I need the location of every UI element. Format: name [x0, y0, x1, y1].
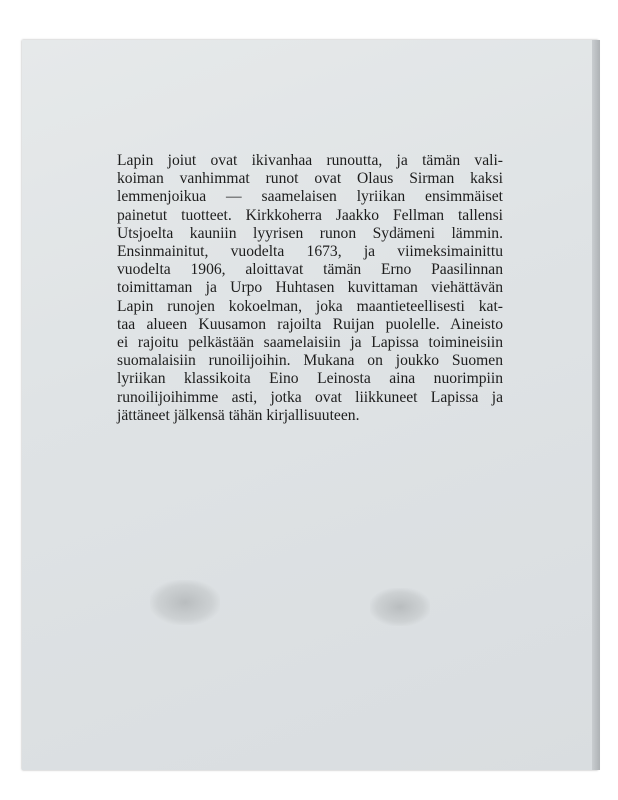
blurb-line: suomalaisiin runoilijoihin. Mukana on joukko Suomen — [117, 352, 503, 370]
blurb-line: jättäneet jälkensä tähän kirjallisuuteen. — [117, 406, 360, 424]
blurb-line: ei rajoitu pelkästään saamelaisiin ja Lapissa toimineisiin — [117, 334, 503, 352]
tape-residue-right — [370, 588, 430, 626]
blurb-line: toimittaman ja Urpo Huhtasen kuvittaman viehättävän — [117, 279, 503, 297]
blurb-line: Lapin joiut ovat ikivanhaa runoutta, ja tämän vali- — [117, 152, 503, 169]
blurb-line: lyriikan klassikoita Eino Leinosta aina nuorimpiin — [117, 370, 503, 388]
blurb-line: Ensinmainitut, vuodelta 1673, ja viimeksimainittu — [117, 243, 503, 261]
blurb-line: Utsjoelta kauniin lyyrisen runon Sydämeni lämmin. — [117, 224, 503, 242]
blurb-line: taa alueen Kuusamon rajoilta Ruijan puolelle. Aineisto — [117, 315, 503, 333]
blurb-line: painetut tuotteet. Kirkkoherra Jaakko Fellman tallensi — [117, 206, 503, 224]
blurb-line: runoilijoihimme asti, jotka ovat liikkuneet Lapissa ja — [117, 388, 503, 406]
blurb-line: Lapin runojen kokoelman, joka maantieteellisesti kat- — [117, 297, 503, 315]
tape-residue-left — [150, 580, 220, 625]
blurb-line: koiman vanhimmat runot ovat Olaus Sirman kaksi — [117, 170, 503, 188]
blurb-line: lemmenjoikua — saamelaisen lyriikan ensimmäiset — [117, 188, 503, 206]
blurb-line: vuodelta 1906, aloittavat tämän Erno Paasilinnan — [117, 261, 503, 279]
blurb-text — [117, 152, 503, 425]
book-spine-edge — [592, 40, 600, 770]
